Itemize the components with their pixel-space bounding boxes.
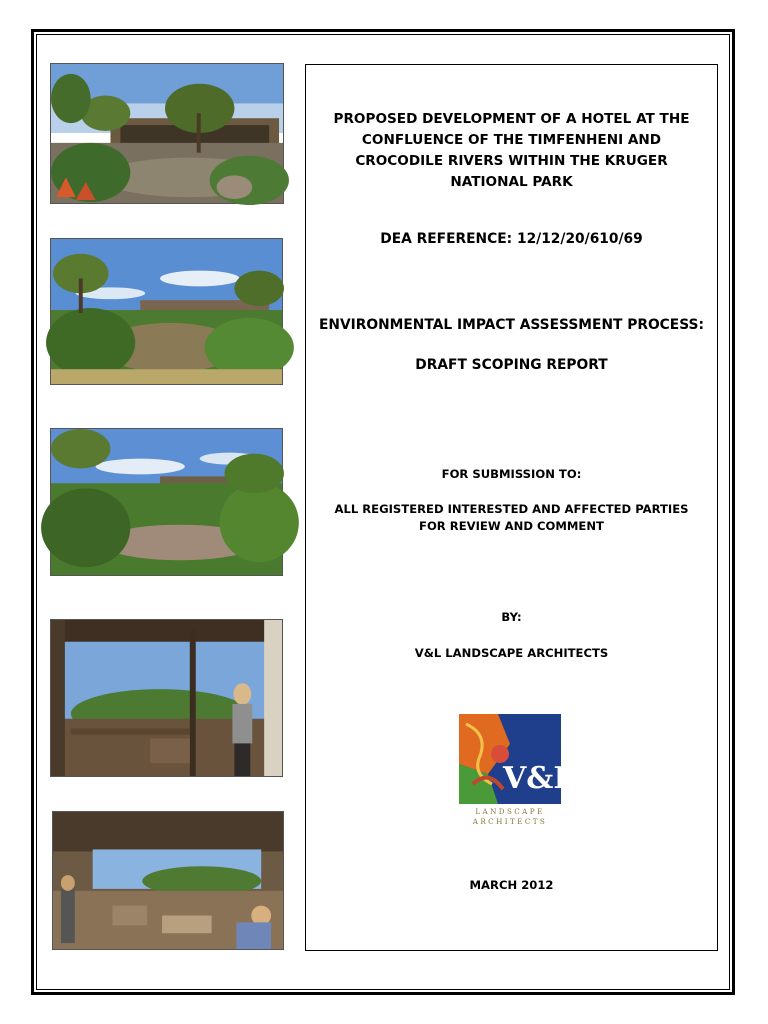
by-label: BY: [501,610,522,624]
render-photo-entrance [50,63,284,204]
dea-reference: DEA REFERENCE: 12/12/20/610/69 [380,231,643,247]
submission-label: FOR SUBMISSION TO: [441,467,582,481]
submission-recipients: ALL REGISTERED INTERESTED AND AFFECTED PARTIES FOR REVIEW AND COMMENT [334,502,689,533]
render-photo-lounge [52,811,284,950]
logo-monogram: V&L [503,761,575,796]
render-photo-deck [50,619,283,777]
process-heading: ENVIRONMENTAL IMPACT ASSESSMENT PROCESS: [318,317,705,333]
author-name: V&L LANDSCAPE ARCHITECTS [414,646,609,660]
report-date: MARCH 2012 [469,878,554,892]
report-title: PROPOSED DEVELOPMENT OF A HOTEL AT THE CONFLUENCE OF THE TIMFENHENI AND CROCODILE RIVERS WITHIN THE KRUGER NATIONAL PARK [333,111,690,190]
render-photo-bush-view [50,238,283,385]
logo-line1: LANDSCAPE [475,807,545,816]
vl-logo [458,714,575,828]
cover-text-panel [305,64,718,951]
logo-line2: ARCHITECTS [472,817,548,826]
report-type: DRAFT SCOPING REPORT [415,357,608,373]
render-photo-river-view [50,428,283,576]
